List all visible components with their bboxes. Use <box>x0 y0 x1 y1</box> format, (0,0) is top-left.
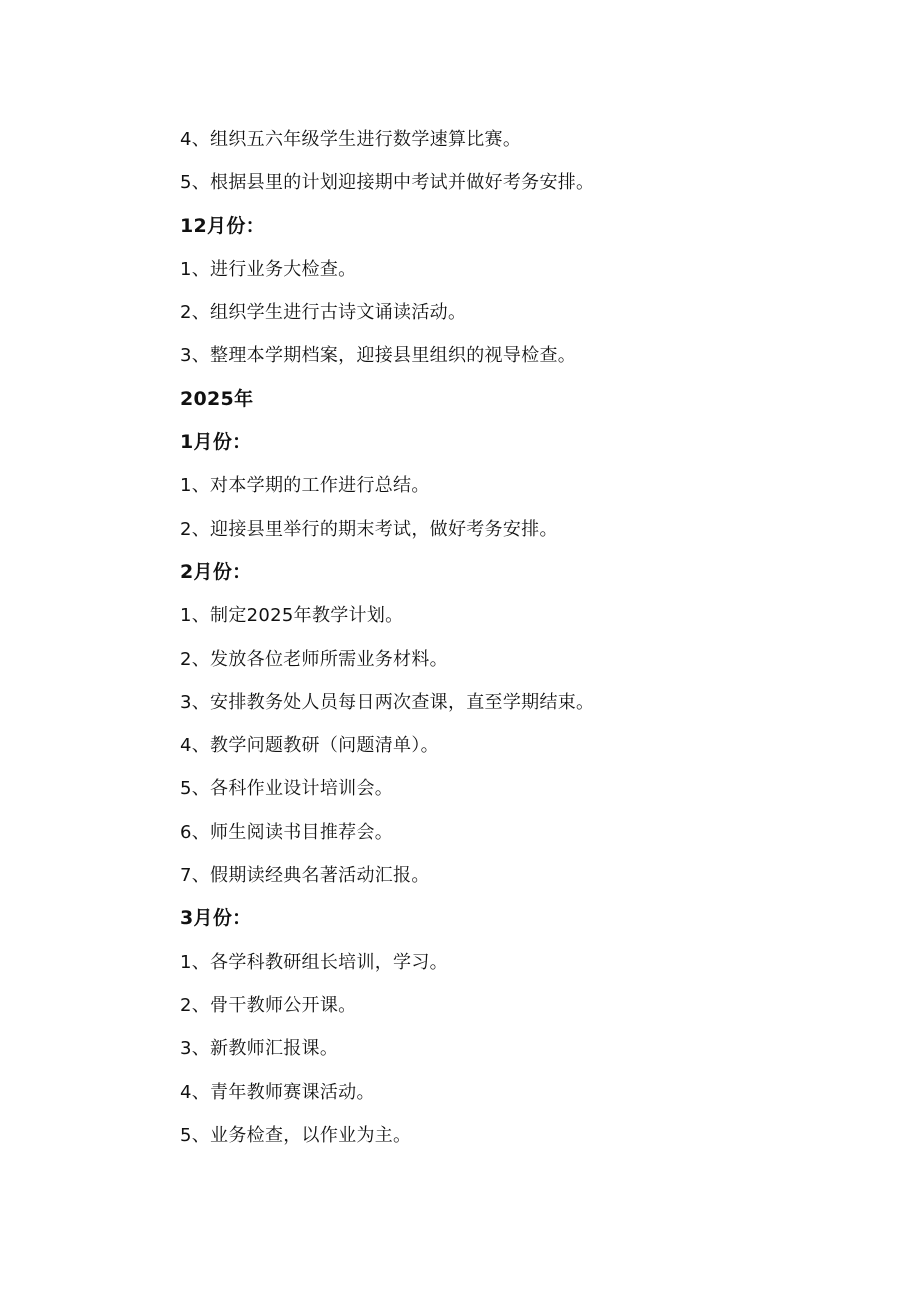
list-item: 3、新教师汇报课。 <box>180 1038 339 1060</box>
section-heading: 3月份： <box>180 907 252 930</box>
list-item: 7、假期读经典名著活动汇报。 <box>180 865 430 887</box>
list-item: 2、骨干教师公开课。 <box>180 994 357 1016</box>
list-item: 3、整理本学期档案，迎接县里组织的视导检查。 <box>180 345 577 367</box>
list-item: 5、各科作业设计培训会。 <box>180 778 394 800</box>
list-item: 6、师生阅读书目推荐会。 <box>180 821 394 843</box>
list-item: 4、青年教师赛课活动。 <box>180 1081 375 1103</box>
section-heading: 2025年 <box>180 387 254 410</box>
list-item: 5、根据县里的计划迎接期中考试并做好考务安排。 <box>180 172 595 194</box>
list-item: 5、业务检查，以作业为主。 <box>180 1124 412 1146</box>
list-item: 4、组织五六年级学生进行数学速算比赛。 <box>180 129 522 150</box>
list-item: 2、迎接县里举行的期末考试，做好考务安排。 <box>180 518 558 540</box>
list-item: 1、进行业务大检查。 <box>180 258 357 280</box>
section-heading: 2月份： <box>180 560 252 583</box>
list-item: 1、制定2025年教学计划。 <box>180 605 404 627</box>
list-item: 4、教学问题教研（问题清单）。 <box>180 735 439 757</box>
document-content <box>180 118 800 1157</box>
list-item: 3、安排教务处人员每日两次查课，直至学期结束。 <box>180 691 595 713</box>
section-heading: 1月份： <box>180 431 252 454</box>
list-item: 2、发放各位老师所需业务材料。 <box>180 648 448 670</box>
list-item: 2、组织学生进行古诗文诵读活动。 <box>180 302 467 324</box>
list-item: 1、各学科教研组长培训，学习。 <box>180 951 448 973</box>
list-item: 1、对本学期的工作进行总结。 <box>180 475 430 497</box>
section-heading: 12月份： <box>180 214 265 237</box>
